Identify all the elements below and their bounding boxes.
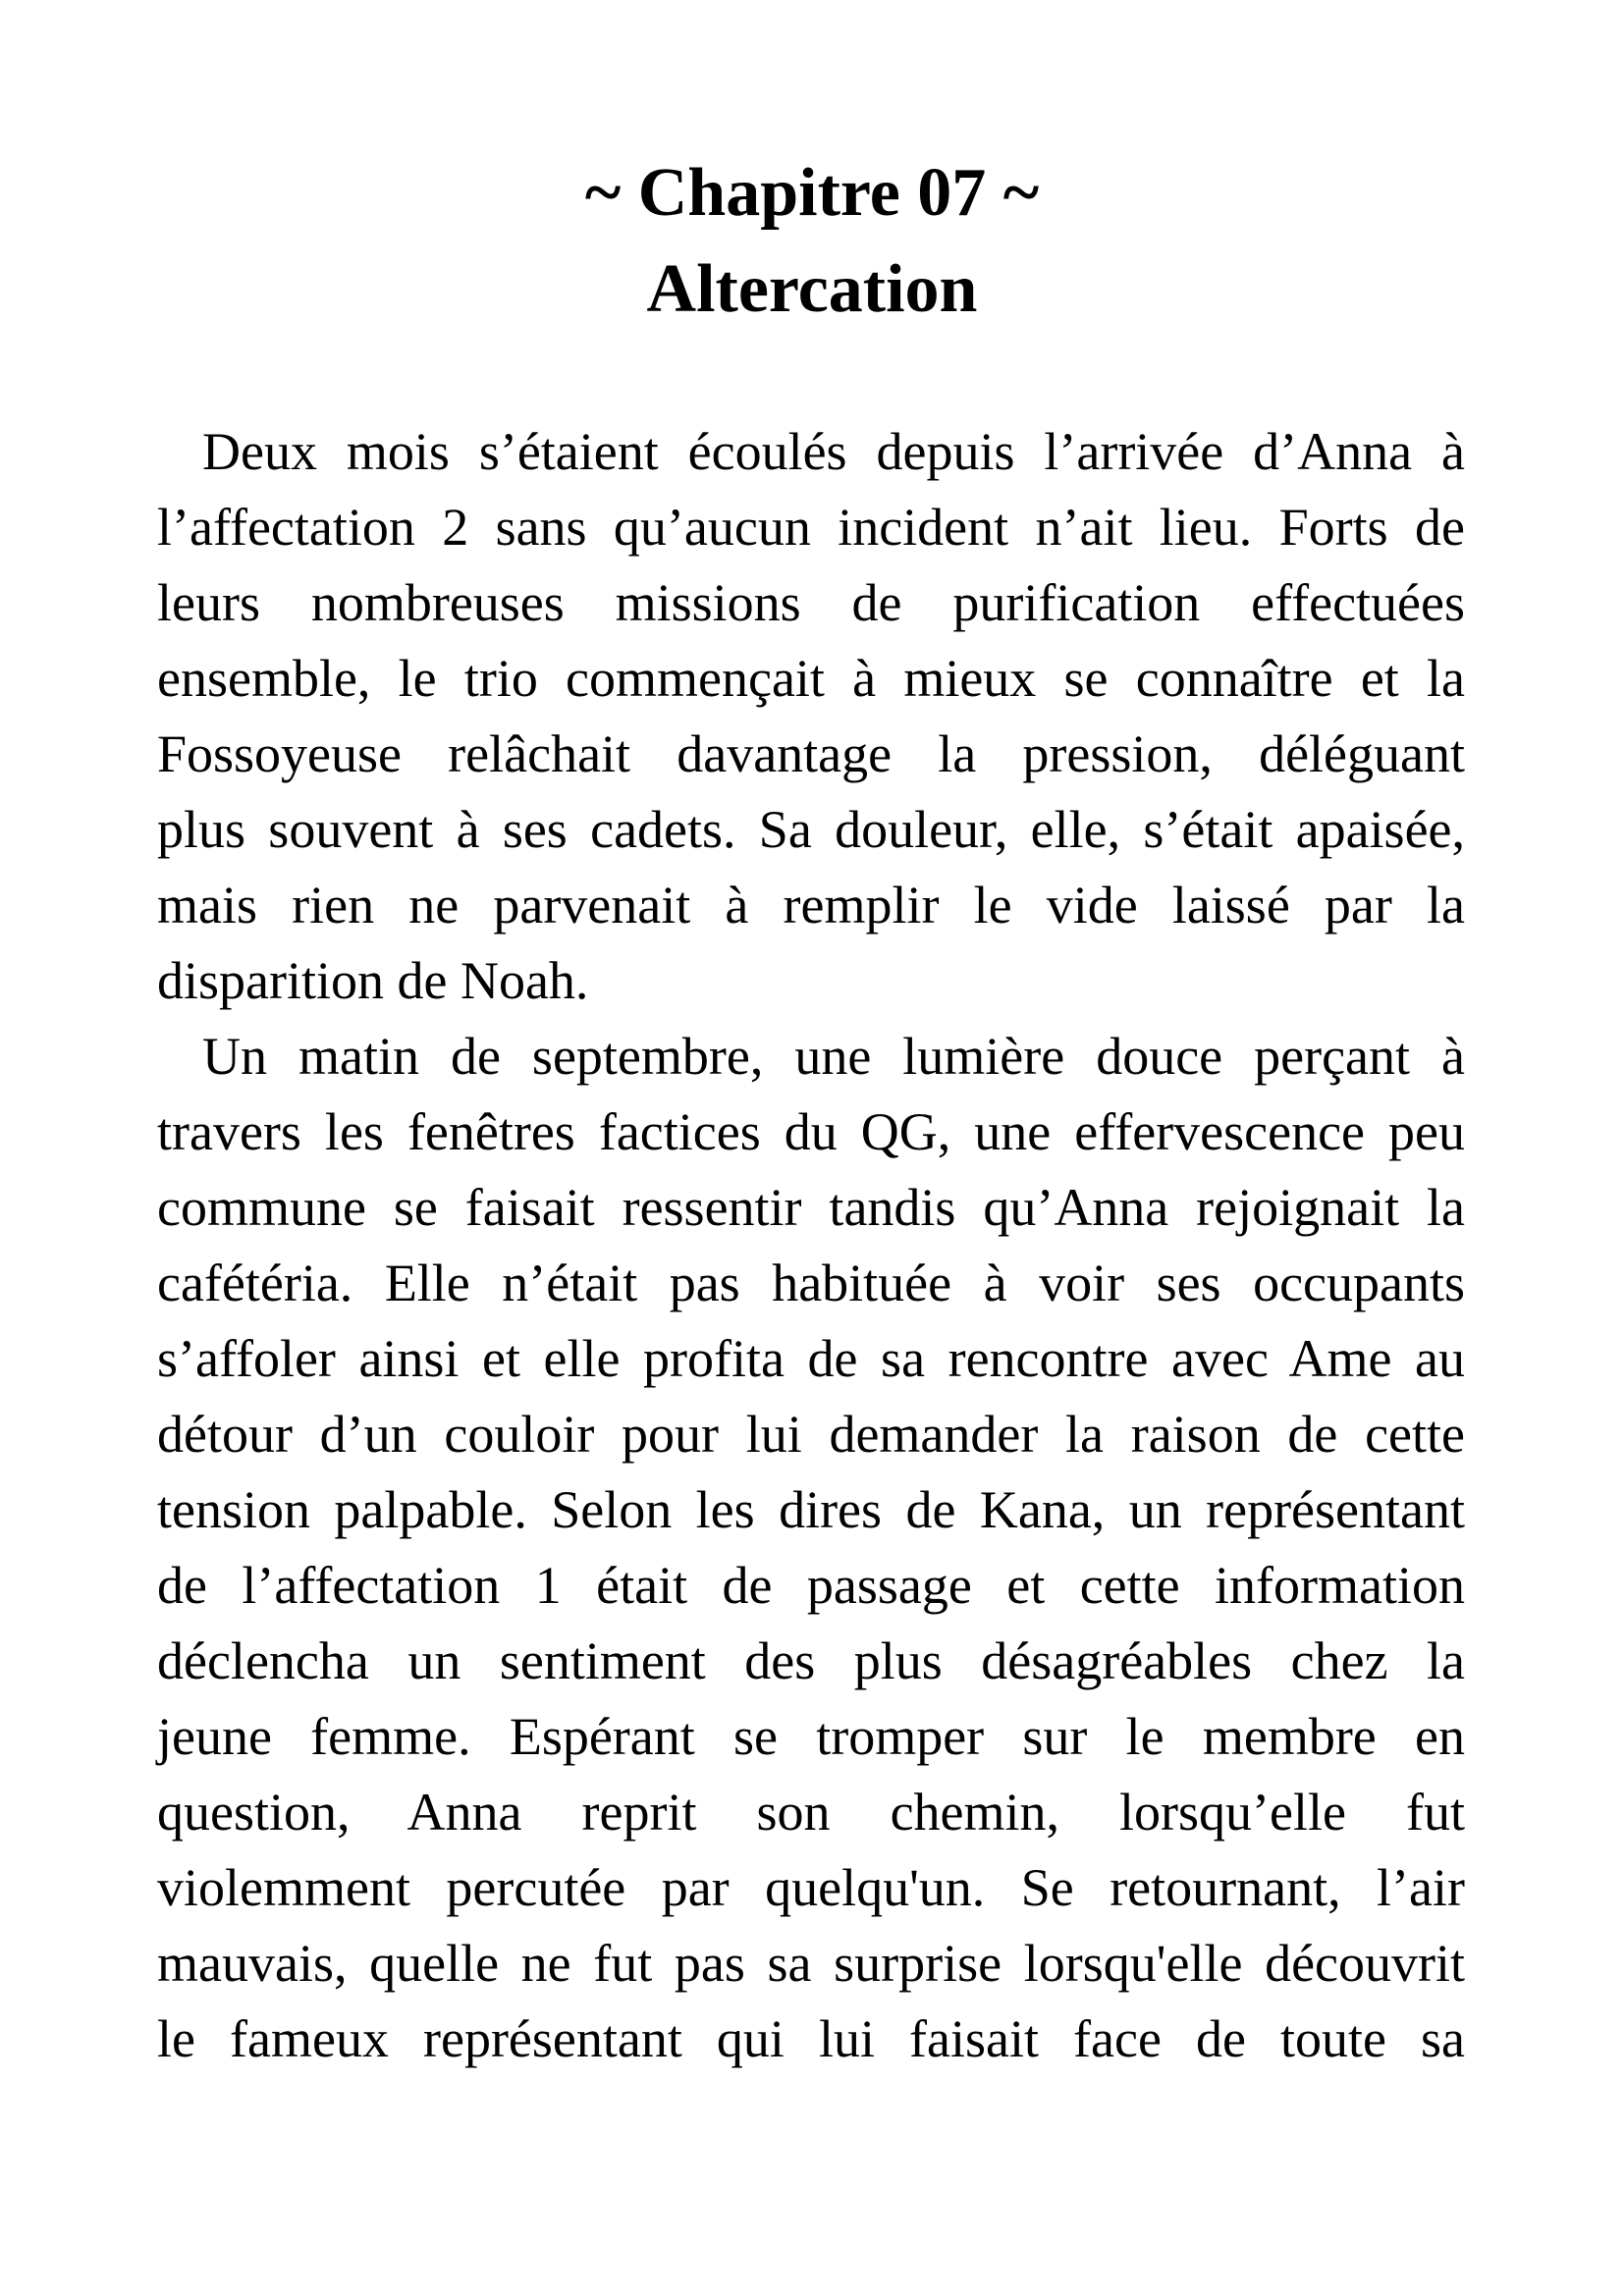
paragraph-1 [157,414,1465,1019]
text-line: s’affoler ainsi et elle profita de sa rencontre avec Ame au [157,1329,1465,1388]
text-line: de l’affectation 1 était de passage et cette information [157,1556,1465,1615]
text-line: disparition de Noah. [157,951,589,1010]
text-line: le fameux représentant qui lui faisait face de toute sa [157,2009,1465,2068]
chapter-number-line: ~ Chapitre 07 ~ [584,155,1040,231]
text-line: Fossoyeuse relâchait davantage la pression, déléguant [157,724,1465,783]
text-line: mais rien ne parvenait à remplir le vide laissé par la [157,876,1465,934]
text-line: déclencha un sentiment des plus désagréables chez la [157,1631,1465,1690]
text-line: mauvais, quelle ne fut pas sa surprise lorsqu'elle découvrit [157,1934,1465,1993]
text-line: violemment percutée par quelqu'un. Se retournant, l’air [157,1858,1465,1917]
chapter-title-line: Altercation [646,251,978,327]
text-line: plus souvent à ses cadets. Sa douleur, elle, s’était apaisée, [157,800,1465,859]
text-line: cafétéria. Elle n’était pas habituée à voir ses occupants [157,1254,1465,1312]
chapter-heading [0,0,1624,338]
text-line: jeune femme. Espérant se tromper sur le membre en [157,1707,1465,1766]
text-line: tension palpable. Selon les dires de Kana, un représentant [157,1480,1465,1539]
paragraph-2 [157,1019,1465,2077]
text-line: détour d’un couloir pour lui demander la raison de cette [157,1405,1465,1464]
text-line: Un matin de septembre, une lumière douce perçant à [202,1027,1465,1086]
text-line: travers les fenêtres factices du QG, une effervescence peu [157,1102,1465,1161]
text-line: Deux mois s’étaient écoulés depuis l’arrivée d’Anna à [202,422,1465,481]
text-line: commune se faisait ressentir tandis qu’Anna rejoignait la [157,1178,1465,1237]
text-line: question, Anna reprit son chemin, lorsqu’elle fut [157,1783,1465,1842]
text-line: leurs nombreuses missions de purification effectuées [157,573,1465,632]
text-line: l’affectation 2 sans qu’aucun incident n’ait lieu. Forts de [157,498,1465,557]
chapter-body [157,414,1465,2077]
text-line: ensemble, le trio commençait à mieux se connaître et la [157,649,1465,708]
